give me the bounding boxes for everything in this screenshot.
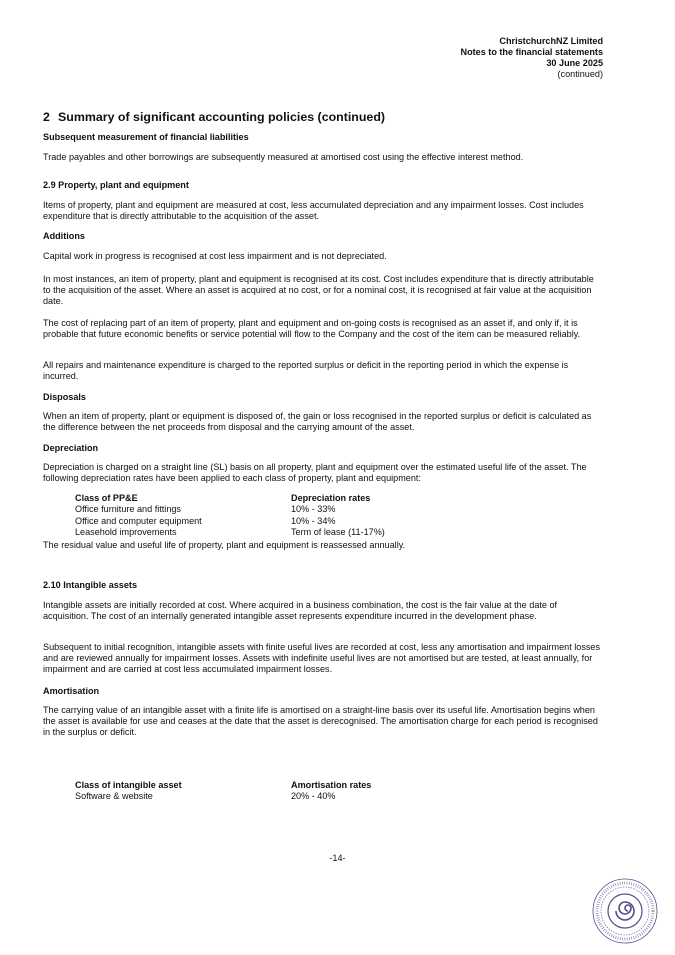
intangible-paragraph-2: Subsequent to initial recognition, intangible assets with finite useful lives are recorded at cost, less any amortisation and impairment losses and are reviewed annually for impairment losses. Assets with indefinite useful lives are not amortised but are tested, at least annually, for impairment and are carried at cost less accumulated impairment losses. (43, 642, 601, 675)
column-header: Amortisation rates (291, 780, 372, 790)
subsequent-heading: Subsequent measurement of financial liabilities (43, 132, 249, 142)
section-title: Summary of significant accounting policies (continued) (58, 110, 386, 124)
table-cell: Software & website (75, 791, 153, 802)
column-header: Class of intangible asset (75, 780, 182, 790)
ppe-heading: 2.9 Property, plant and equipment (43, 180, 189, 190)
amortisation-heading: Amortisation (43, 686, 100, 696)
continued-label: (continued) (557, 69, 603, 79)
disposals-text: When an item of property, plant or equipment is disposed of, the gain or loss recognised in the reported surplus or deficit is calculated as the difference between the net proceeds from disposal and the carrying amount of the asset. (43, 411, 592, 433)
column-header: Class of PP&E (75, 493, 138, 503)
section-number: 2 (43, 110, 50, 124)
additions-heading: Additions (43, 231, 85, 241)
table-cell: Leasehold improvements (75, 526, 177, 537)
table-cell: 10% - 33% (291, 504, 336, 515)
report-date: 30 June 2025 (546, 58, 603, 68)
table-cell: 10% - 34% (291, 515, 336, 526)
disposals-heading: Disposals (43, 392, 86, 402)
additions-paragraph-1: Capital work in progress is recognised at cost less impairment and is not depreciated. (43, 251, 387, 261)
table-cell: Office and computer equipment (75, 515, 202, 526)
document-title: Notes to the financial statements (460, 47, 603, 57)
column-header: Depreciation rates (291, 493, 371, 503)
table-cell: Office furniture and fittings (75, 504, 181, 515)
depreciation-heading: Depreciation (43, 443, 99, 453)
residual-text: The residual value and useful life of property, plant and equipment is reassessed annually. (43, 540, 406, 550)
table-cell: Term of lease (11-17%) (291, 526, 385, 537)
table-cell: 20% - 40% (291, 791, 336, 802)
page-number: -14- (329, 853, 346, 863)
section-heading (43, 110, 603, 124)
intangible-heading: 2.10 Intangible assets (43, 580, 138, 590)
additions-paragraph-2: In most instances, an item of property, plant and equipment is recognised at its cost. Cost includes expenditure that is directly attributable to the acquisition of the asset. Where an asset is acquired at no cost, or for a nominal cost, it is recognised at fair value at the acquisition date. (43, 274, 594, 307)
ppe-intro: Items of property, plant and equipment are measured at cost, less accumulated depreciation and any impairment losses. Cost includes expenditure that is directly attributable to the acquisition of the asset. (43, 200, 584, 222)
subsequent-text: Trade payables and other borrowings are subsequently measured at amortised cost using the effective interest method. (43, 152, 524, 162)
document-header (461, 36, 604, 80)
intangible-paragraph-1: Intangible assets are initially recorded at cost. Where acquired in a business combination, the cost is the fair value at the date of acquisition. The cost of an internally generated intangible asset represents expenditure incurred in the development phase. (43, 600, 558, 622)
additions-paragraph-4: All repairs and maintenance expenditure is charged to the reported surplus or deficit in the reporting period in which the expense is incurred. (43, 360, 569, 382)
company-seal-logo (590, 876, 660, 946)
company-name: ChristchurchNZ Limited (499, 36, 603, 46)
depreciation-text: Depreciation is charged on a straight line (SL) basis on all property, plant and equipment over the estimated useful life of the asset. The following depreciation rates have been applied to each class of property, plant and equipment: (43, 462, 587, 484)
amortisation-text: The carrying value of an intangible asset with a finite life is amortised on a straight-line basis over its useful life. Amortisation begins when the asset is available for use and ceases at the date that the asset is derecognised. The amortisation charge for each period is recognised in the surplus or deficit. (43, 705, 598, 738)
additions-paragraph-3: The cost of replacing part of an item of property, plant and equipment and on-going costs is recognised as an asset if, and only if, it is probable that future economic benefits or service potential will flow to the Company and the cost of the item can be measured reliably. (43, 318, 581, 340)
